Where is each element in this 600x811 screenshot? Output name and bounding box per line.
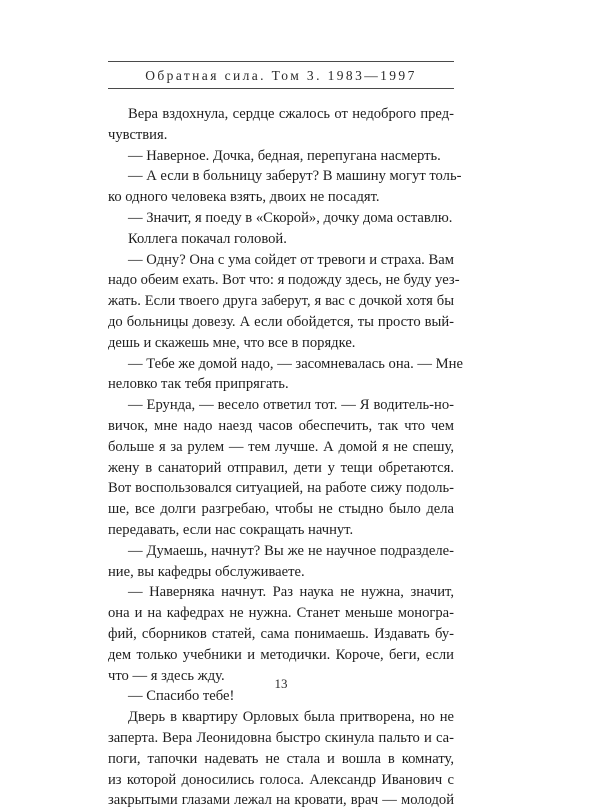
text-line: фий, сборников статей, сама понимаешь. Издавать бу-	[108, 625, 454, 642]
text-line: неловко так тебя припрягать.	[108, 376, 289, 393]
text-line: поги, тапочки надевать не стала и вошла в комнату,	[108, 750, 454, 767]
text-line: передавать, если нас сокращать начнут.	[108, 521, 354, 538]
text-line: заперта. Вера Леонидовна быстро скинула пальто и са-	[108, 729, 454, 746]
text-line: — Наверняка начнут. Раз наука не нужна, значит,	[128, 584, 454, 601]
text-line: она и на кафедрах не нужна. Станет меньше моногра-	[108, 605, 454, 622]
text-line: — Значит, я поеду в «Скорой», дочку дома оставлю.	[128, 209, 453, 226]
header-bottom-rule	[108, 88, 454, 89]
header-top-rule	[108, 61, 454, 62]
text-line: из которой доносились голоса. Александр Иванович с	[108, 771, 454, 788]
text-line: Коллега покачал головой.	[128, 230, 287, 247]
text-line: жену в санаторий отправил, дети у тещи обретаются.	[108, 459, 454, 476]
text-line: — Ерунда, — весело ответил тот. — Я водитель-но-	[128, 397, 454, 414]
text-line: ше, все долги разгребаю, чтобы не стыдно было дела	[108, 501, 454, 518]
text-line: Вот воспользовался ситуацией, на работе сижу подоль-	[108, 480, 454, 497]
text-line: — Спасибо тебе!	[128, 688, 235, 705]
text-line: больше я за рулем — тем лучше. А домой я не спешу,	[108, 438, 454, 455]
text-line: чувствия.	[108, 126, 168, 143]
page-number: 13	[274, 676, 288, 691]
text-line: до больницы довезу. А если обойдется, ты просто вый-	[108, 313, 454, 330]
text-line: Вера вздохнула, сердце сжалось от недоброго пред-	[128, 106, 454, 122]
text-line: вичок, мне надо наезд часов обеспечить, так что чем	[108, 417, 454, 434]
text-line: что — я здесь жду.	[108, 667, 225, 684]
text-line: — Наверное. Дочка, бедная, перепугана насмерть.	[128, 147, 441, 164]
text-line: жать. Если твоего друга заберут, я вас с дочкой хотя бы	[108, 293, 454, 310]
text-line: — Думаешь, начнут? Вы же не научное подразделе-	[128, 542, 454, 559]
running-title: Обратная сила. Том 3. 1983—1997	[145, 68, 417, 83]
text-line: — Одну? Она с ума сойдет от тревоги и страха. Вам	[128, 251, 454, 268]
text-line: — Тебе же домой надо, — засомневалась она. — Мне	[128, 355, 463, 372]
text-line: — А если в больницу заберут? В машину могут толь-	[128, 168, 462, 185]
body-text	[108, 104, 463, 811]
text-line: надо обеим ехать. Вот что: я подожду здесь, не буду уез-	[108, 272, 460, 289]
text-line: ние, вы кафедры обслуживаете.	[108, 563, 305, 580]
text-line: закрытыми глазами лежал на кровати, врач — молодой	[108, 792, 454, 809]
text-line: ко одного человека взять, двоих не посадят.	[108, 189, 380, 206]
text-line: дешь и скажешь мне, что все в порядке.	[108, 334, 356, 351]
text-line: Дверь в квартиру Орловых была притворена, но не	[128, 709, 454, 726]
text-line: дем только учебники и методички. Короче, беги, если	[108, 646, 454, 663]
